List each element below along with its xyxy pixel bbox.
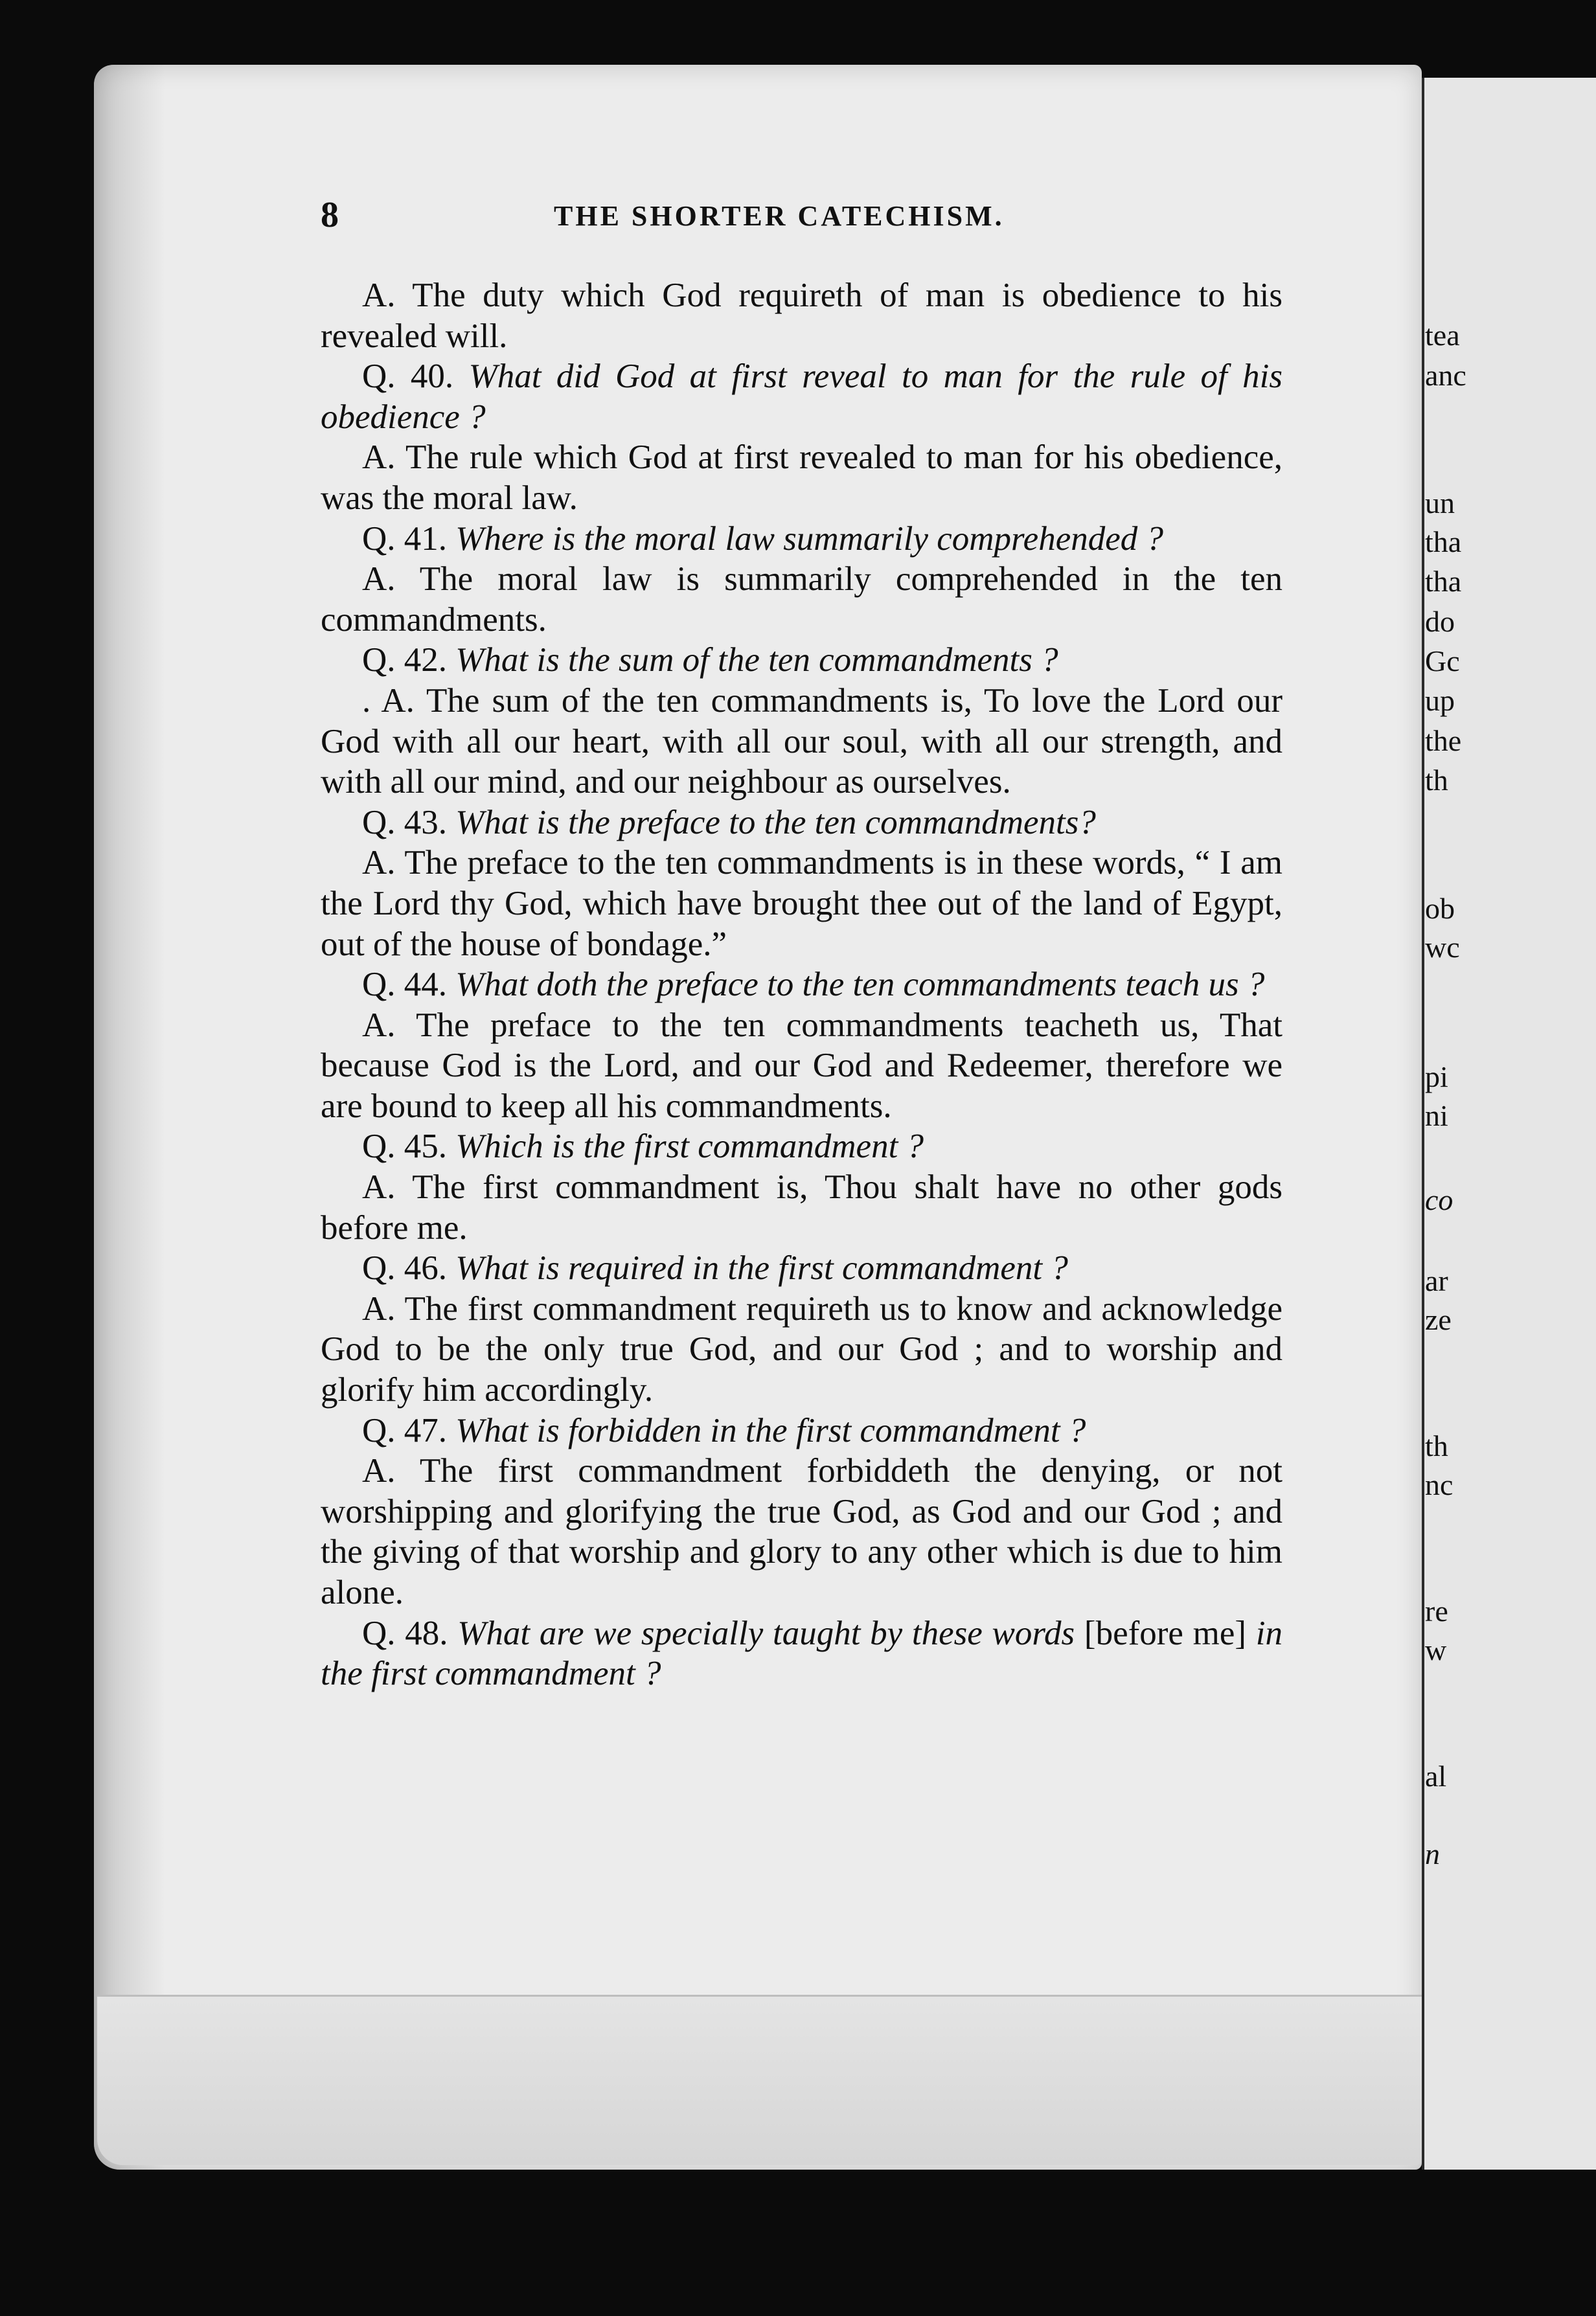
facing-page-fragment: n [1425, 1837, 1440, 1870]
question-text: What doth the preface to the ten commandments teach us ? [455, 966, 1265, 1004]
answer-text: The first commandment forbiddeth the denying, or not worshipping and glorifying the true God, as God and our God ; and the giving of that worship and glory to any other which is due to him alone. [321, 1452, 1282, 1611]
question-number: Q. 44. [362, 966, 448, 1004]
facing-page-fragment: anc [1425, 359, 1466, 392]
answer-paragraph [321, 1167, 1282, 1248]
facing-page-fragment: the [1425, 724, 1462, 757]
question-number: Q. 41. [362, 519, 448, 558]
question-paragraph [321, 1126, 1282, 1167]
answer-label: A. [362, 1168, 396, 1207]
question-text: What did God at first reveal to man for the rule of his obedience ? [321, 358, 1282, 436]
question-number: Q. 42. [362, 641, 448, 679]
answer-label: A. [362, 1452, 396, 1490]
question-paragraph [321, 356, 1282, 437]
answer-label: A. [362, 560, 396, 598]
answer-paragraph [321, 1005, 1282, 1127]
question-number: Q. 48. [362, 1614, 448, 1652]
answer-text: The duty which God requireth of man is obedience to his revealed will. [321, 277, 1282, 355]
question-paragraph [321, 640, 1282, 681]
answer-paragraph [321, 1451, 1282, 1613]
facing-page-fragment: tha [1425, 525, 1462, 558]
facing-page-fragment: co [1425, 1183, 1454, 1216]
running-title: THE SHORTER CATECHISM. [554, 200, 1005, 232]
question-paragraph [321, 519, 1282, 560]
facing-page-fragment: tha [1425, 565, 1462, 598]
answer-paragraph [321, 843, 1282, 964]
question-paragraph [321, 1248, 1282, 1289]
quoted-phrase: [before me] [1084, 1614, 1247, 1652]
question-paragraph [321, 802, 1282, 843]
answer-label: A. [362, 1006, 396, 1044]
facing-page-fragment: tea [1425, 319, 1460, 352]
facing-page-fragment: w [1425, 1633, 1447, 1666]
facing-page-fragment: Gc [1425, 644, 1460, 677]
question-paragraph [321, 1613, 1282, 1694]
facing-page-fragment: ze [1425, 1303, 1452, 1336]
question-number: Q. 47. [362, 1411, 448, 1449]
question-paragraph [321, 964, 1282, 1005]
answer-label: A. [362, 277, 396, 314]
facing-page-fragment: ar [1425, 1264, 1448, 1297]
answer-label: . A. [362, 681, 415, 720]
facing-page-fragment: ni [1425, 1099, 1448, 1132]
answer-text: The first commandment is, Thou shalt have no other gods before me. [321, 1168, 1283, 1247]
answer-paragraph [321, 681, 1282, 802]
answer-paragraph [321, 559, 1282, 640]
facing-page-fragment: re [1425, 1595, 1448, 1628]
page-header [321, 194, 1282, 233]
answer-paragraph [321, 437, 1282, 518]
question-number: Q. 43. [362, 803, 448, 841]
answer-label: A. [362, 1289, 396, 1328]
facing-page-fragment: nc [1425, 1468, 1454, 1501]
answer-label: A. [362, 844, 396, 882]
question-text: Where is the moral law summarily comprehended ? [455, 519, 1163, 558]
answer-text: The first commandment requireth us to know and acknowledge God to be the only true God, and our God ; and to worship and glorify him accordingly. [321, 1289, 1282, 1409]
question-number: Q. 40. [362, 358, 454, 396]
facing-page-fragment: do [1425, 605, 1455, 638]
question-text: What is the preface to the ten commandments? [455, 803, 1096, 841]
answer-text: The sum of the ten commandments is, To love the Lord our God with all our heart, with all our soul, with all our strength, and with all our mind, and our neighbour as ourselves. [321, 681, 1282, 801]
facing-page-fragment: un [1425, 486, 1455, 519]
facing-page-fragment: th [1425, 764, 1448, 797]
question-text: What is required in the first commandment ? [455, 1249, 1068, 1288]
facing-page-fragment: th [1425, 1429, 1448, 1462]
answer-paragraph [321, 1289, 1282, 1411]
answer-text: The rule which God at first revealed to man for his obedience, was the moral law. [321, 438, 1283, 517]
page-number: 8 [321, 195, 339, 235]
question-text: What are we specially taught by these words [457, 1614, 1075, 1652]
question-text: in the first commandment ? [321, 1614, 1283, 1693]
question-number: Q. 45. [362, 1128, 448, 1166]
facing-page-fragment: al [1425, 1760, 1447, 1793]
question-text: What is the sum of the ten commandments ? [455, 641, 1058, 679]
question-paragraph [321, 1411, 1282, 1451]
answer-paragraph [321, 275, 1282, 356]
facing-page-fragment: ob [1425, 892, 1455, 925]
worn-page-bottom-edge [97, 1995, 1422, 2165]
answer-text: The preface to the ten commandments is in these words, “ I am the Lord thy God, which have brought thee out of the land of Egypt, out of the house of bondage.” [321, 844, 1283, 963]
answer-label: A. [362, 438, 396, 477]
facing-page-fragment: up [1425, 684, 1455, 717]
facing-page-fragment: pi [1425, 1060, 1448, 1093]
answer-text: The moral law is summarily comprehended in the ten commandments. [321, 560, 1282, 639]
question-text: What is forbidden in the first commandment ? [455, 1411, 1086, 1449]
catechism-text [321, 275, 1282, 1694]
answer-text: The preface to the ten commandments teacheth us, That because God is the Lord, and our God and Redeemer, therefore we are bound to keep all his commandments. [321, 1006, 1283, 1125]
question-number: Q. 46. [362, 1249, 448, 1288]
facing-page-fragment: wc [1425, 931, 1460, 964]
question-text: Which is the first commandment ? [455, 1128, 924, 1166]
